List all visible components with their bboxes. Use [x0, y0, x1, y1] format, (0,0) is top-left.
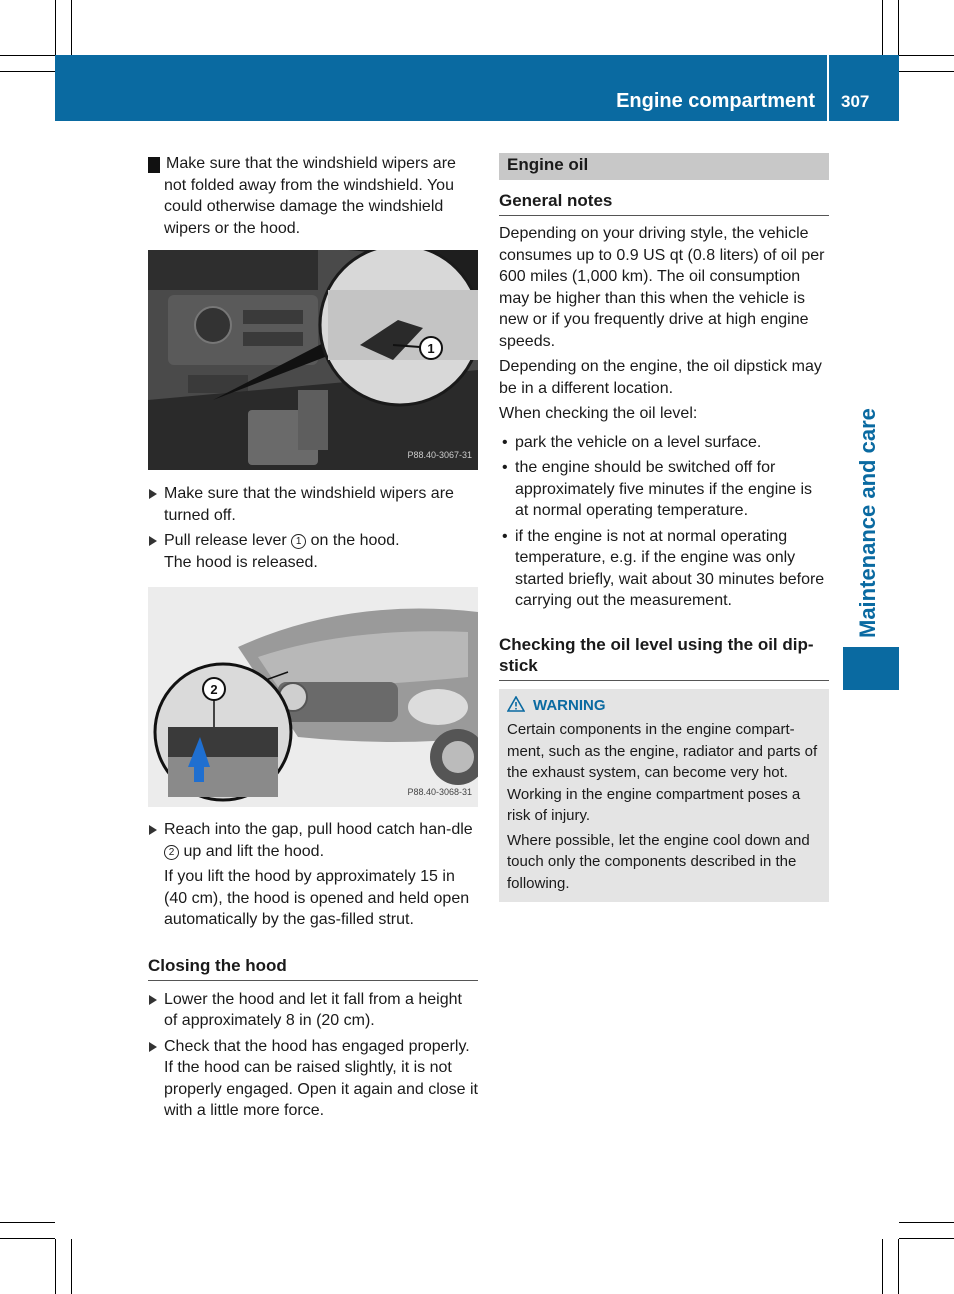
page-number: 307: [841, 92, 870, 111]
hood-catch-illustration: [148, 587, 478, 807]
step-text: Check that the hood has engaged properly.: [164, 1037, 470, 1055]
list-item: [499, 432, 829, 454]
section-title-bar: Engine oil: [499, 153, 829, 180]
bullet-icon: •: [502, 459, 508, 476]
step-arrow-icon: [149, 489, 157, 499]
step-text: Reach into the gap, pull hood catch han-dle: [164, 821, 473, 838]
crop-mark: [0, 55, 55, 56]
step-result: If you lift the hood by approximately 15 in (40 cm), the hood is opened and held open automatically by the gas-filled strut.: [164, 868, 470, 928]
step-item: [148, 483, 478, 526]
paragraph: When checking the oil level:: [499, 405, 698, 422]
list-item: [499, 457, 829, 522]
notice-text: Make sure that the windshield wipers are not folded away from the windshield. You could otherwise damage the windshield wipers or the hood.: [164, 155, 456, 237]
crop-mark: [0, 71, 55, 72]
step-text: Lower the hood and let it fall from a height of approximately 8 in (20 cm).: [164, 990, 462, 1029]
warning-text: Certain components in the engine compart-ment, such as the engine, radiator and parts of the exhaust system, can become very hot. Working in the engine compartment poses a risk of injury.: [507, 721, 818, 824]
crop-mark: [882, 1239, 883, 1294]
list-item: [499, 526, 829, 612]
notice-paragraph: [143, 153, 478, 239]
paragraph: Depending on the engine, the oil dipstick may be in a different location.: [499, 358, 822, 397]
figure-code: P88.40-3068-31: [407, 786, 472, 797]
crop-mark: [898, 0, 899, 55]
step-text: Pull release lever: [164, 532, 287, 549]
step-item: [148, 989, 478, 1032]
paragraph: Depending on your driving style, the vehicle consumes up to 0.9 US qt (0.8 liters) of oil per 600 miles (1,000 km). The oil consumption may be higher than this when the vehicle is new or if you frequently drive at high engine speeds.: [499, 225, 825, 350]
left-column: [143, 153, 478, 1122]
crop-mark: [899, 55, 954, 56]
crop-mark: [0, 1238, 55, 1239]
crop-mark: [55, 1239, 56, 1294]
release-lever-illustration: [148, 250, 478, 470]
callout-number: 2: [210, 682, 218, 697]
step-item: [148, 1036, 478, 1122]
crop-mark: [899, 1238, 954, 1239]
crop-mark: [899, 71, 954, 72]
callout-number: 1: [427, 341, 435, 356]
crop-mark: [0, 1222, 55, 1223]
list-item-text: if the engine is not at normal operating temperature, e.g. if the engine was only started briefly, wait about 30 minutes before carrying out the measurement.: [515, 527, 825, 609]
list-item-text: the engine should be switched off for approximately five minutes if the engine is at normal operating temperature.: [515, 459, 813, 519]
general-notes-heading: General notes: [499, 190, 829, 216]
crop-mark: [71, 0, 72, 55]
list-item-text: park the vehicle on a level surface.: [515, 433, 762, 451]
callout-number-icon: 2: [164, 845, 179, 860]
figure-release-lever: [148, 250, 478, 470]
header-divider: [827, 55, 829, 121]
section-side-label: Maintenance and care: [855, 408, 880, 638]
step-result: The hood is released.: [164, 553, 318, 571]
crop-mark: [899, 1222, 954, 1223]
bullet-icon: •: [502, 527, 508, 545]
figure-hood-catch: [148, 587, 478, 807]
step-item: [148, 819, 478, 862]
warning-box: [499, 689, 829, 903]
callout-number-icon: 1: [291, 534, 306, 549]
step-text: up and lift the hood.: [183, 842, 325, 860]
crop-mark: [882, 0, 883, 55]
step-arrow-icon: [149, 825, 157, 835]
closing-heading: Closing the hood: [148, 955, 478, 981]
right-column: [499, 153, 829, 902]
step-result: If the hood can be raised slightly, it is not properly engaged. Open it again and close it with a little more force.: [164, 1059, 478, 1119]
warning-text: Where possible, let the engine cool down and touch only the components described in the following.: [507, 831, 810, 892]
step-arrow-icon: [149, 995, 157, 1005]
crop-mark: [55, 0, 56, 55]
section-side-tab: [843, 647, 899, 690]
step-arrow-icon: [149, 536, 157, 546]
exclamation-icon: !: [148, 157, 160, 173]
crop-mark: [71, 1239, 72, 1294]
warning-triangle-icon: [507, 696, 525, 712]
step-item: [148, 530, 478, 573]
page-header: [55, 55, 899, 121]
warning-title: WARNING: [533, 696, 606, 714]
step-text: Make sure that the windshield wipers are turned off.: [164, 485, 454, 524]
crop-mark: [898, 1239, 899, 1294]
figure-code: P88.40-3067-31: [407, 449, 472, 460]
bullet-icon: •: [502, 433, 508, 451]
page-title: Engine compartment: [616, 90, 815, 112]
step-text: on the hood.: [310, 532, 400, 549]
step-arrow-icon: [149, 1042, 157, 1052]
warning-header: [507, 695, 821, 717]
dipstick-heading: Checking the oil level using the oil dip-stick: [499, 634, 829, 681]
